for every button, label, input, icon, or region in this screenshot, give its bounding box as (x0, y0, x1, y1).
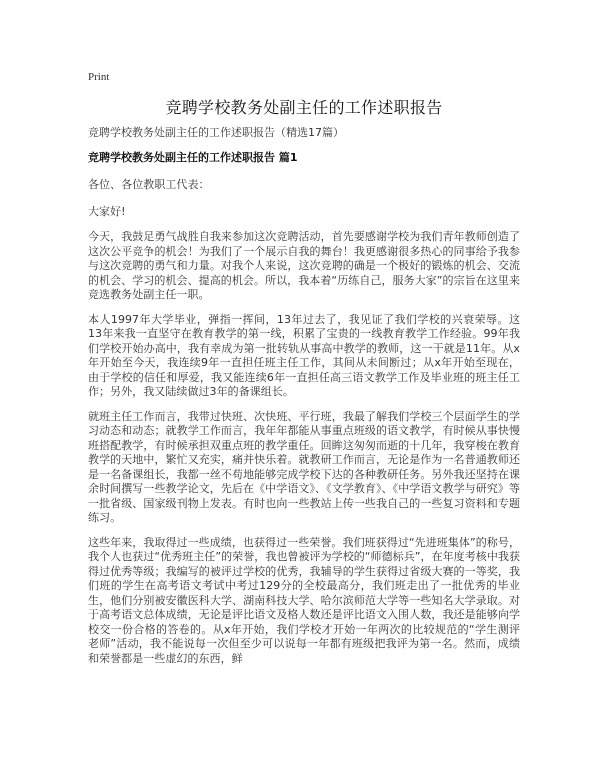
body-paragraph: 就班主任工作而言，我带过快班、次快班、平行班，我最了解我们学校三个层面学生的学习动态和动态；就教学工作而言，我年年都能从事重点班级的语文教学，有时候从事快慢班搭配教学，有时候承担双重点班的教学重任。回眸这匆匆而逝的十几年，我穿梭在教育教学的天地中，繁忙又充实，痛并快乐着。就教研工作而言，无论是作为一名普通教师还是一名备课组长，我都一丝不苟地能够完成学校下达的各种教研任务。另外我还坚持在课余时间撰写一些教学论文，先后在《中学语文》、《文学教育》、《中学语文教学与研究》等一批省级、国家级刊物上发表。有时也向一些教站上传一些我自己的一些复习资料和专题练习。 (88, 409, 520, 524)
greeting: 大家好! (88, 205, 126, 218)
section-heading: 竞聘学校教务处副主任的工作述职报告 篇1 (88, 151, 298, 164)
document-page (88, 70, 520, 666)
body-paragraph: 今天，我鼓足勇气战胜自我来参加这次竞聘活动，首先要感谢学校为我们青年教师创造了这次公平竞争的机会！为我们了一个展示自我的舞台！我更感谢很多热心的同事给予我参与这次竞聘的勇气和力量。对我个人来说，这次竞聘的确是一个极好的锻炼的机会、交流的机会、学习的机会、提高的机会。所以，我本着“历练自己，服务大家”的宗旨在这里来竞选教务处副主任一职。 (88, 230, 520, 301)
document-subtitle: 竞聘学校教务处副主任的工作述职报告（精选17篇） (88, 126, 344, 139)
body-paragraph: 这些年来，我取得过一些成绩，也获得过一些荣誉。我们班获得过“先进班集体”的称号，我个人也获过“优秀班主任”的荣誉，我也曾被评为学校的“师德标兵”，在年度考核中我获得过优秀等级；我编写的被评过学校的优秀，我辅导的学生获得过省级大赛的一等奖，我们班的学生在高考语文考试中考过129分的全校最高分，我们班走出了一批优秀的毕业生，他们分别被安徽医科大学、湖南科技大学、哈尔滨师范大学等一些知名大学录取。对于高考语文总体成绩，无论是评比语文及格人数还是评比语文入围人数，我还是能够向学校交一份合格的答卷的。从x年开始，我们学校才开始一年两次的比较规范的“学生测评老师”活动，我不能说每一次但至少可以说每一年都有班级把我评为第一名。然而，成绩和荣誉都是一些虚幻的东西，鲜 (88, 535, 520, 665)
document-title: 竞聘学校教务处副主任的工作述职报告 (165, 98, 443, 117)
body-paragraph: 本人1997年大学毕业，弹指一挥间，13年过去了，我见证了我们学校的兴衰荣辱。这13年来我一直坚守在教育教学的第一线，积累了宝贵的一线教育教学工作经验。99年我们学校开始办高中，我有幸成为第一批转轨从事高中教学的教师，这一干就是11年。从x年开始至今天，我连续9年一直担任班主任工作，其间从未间断过；从x年开始至现在，由于学校的信任和厚爱，我又能连续6年一直担任高三语文教学工作及毕业班的班主任工作；另外，我又陆续做过3年的备课组长。 (88, 312, 520, 398)
print-link[interactable]: Print (88, 71, 110, 83)
salutation: 各位、各位教职工代表： (88, 178, 210, 191)
